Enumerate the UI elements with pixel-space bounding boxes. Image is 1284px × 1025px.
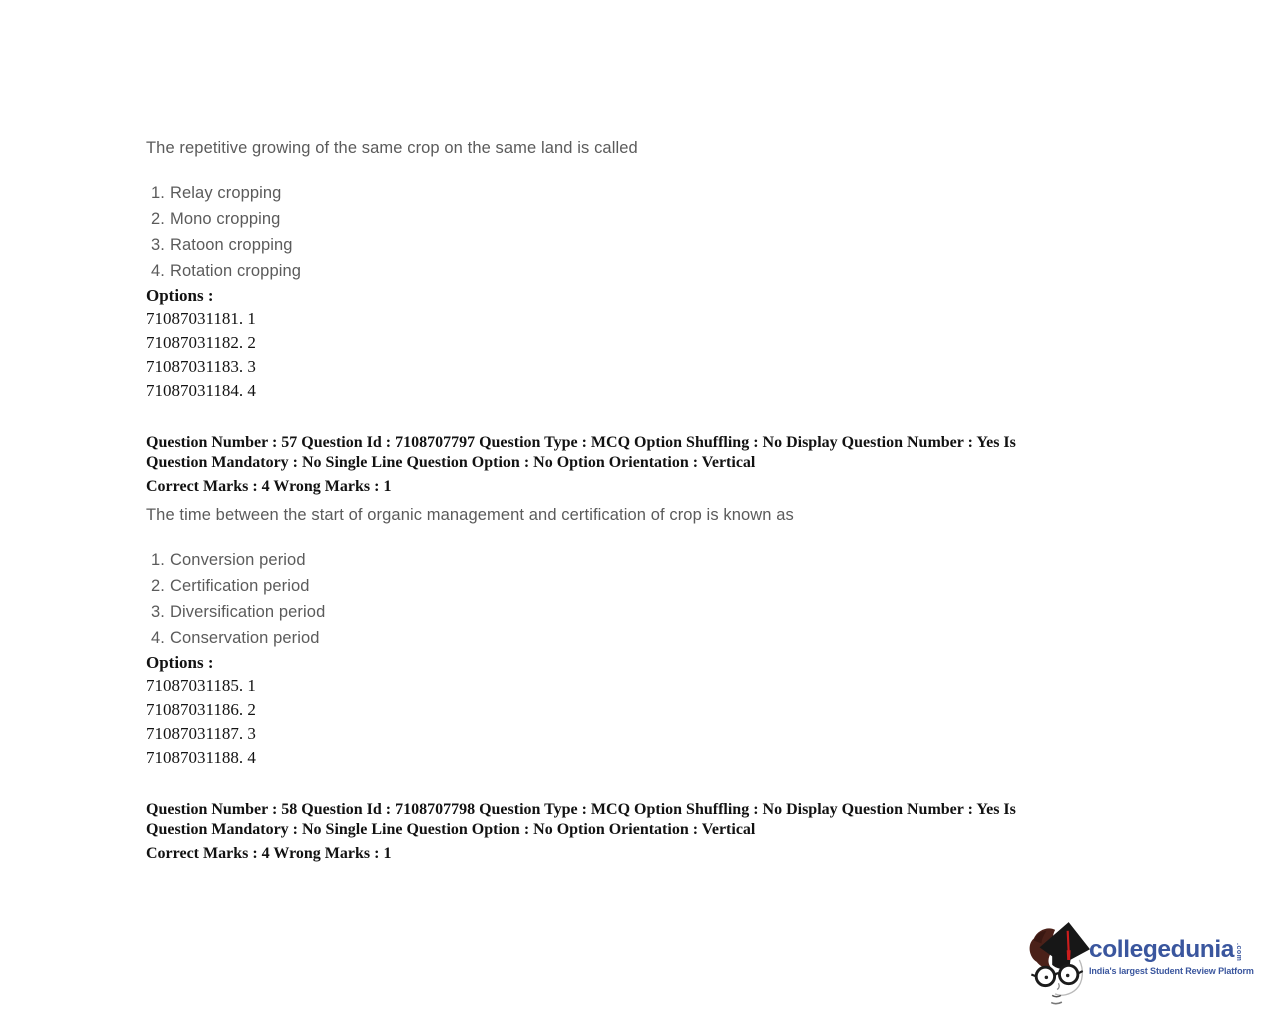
option-id-line: 71087031185. 1 xyxy=(146,676,256,695)
option-label: Relay cropping xyxy=(170,184,282,202)
question-text: The repetitive growing of the same crop on the same land is called xyxy=(146,139,638,157)
option-item xyxy=(151,258,1126,284)
options-label: Options : xyxy=(146,286,214,305)
marks-line: Correct Marks : 4 Wrong Marks : 1 xyxy=(146,845,392,862)
logo-brand-row xyxy=(1089,937,1254,963)
option-id-line: 71087031186. 2 xyxy=(146,700,256,719)
question-meta-line: Question Number : 57 Question Id : 7108707797 Question Type : MCQ Option Shuffling : No Display Question Number : Yes Is xyxy=(146,434,1016,451)
option-label: Certification period xyxy=(170,577,310,595)
option-item xyxy=(151,206,1126,232)
question-meta-line: Question Mandatory : No Single Line Question Option : No Option Orientation : Vertical xyxy=(146,821,756,838)
option-list xyxy=(146,547,1126,651)
question-meta-line: Question Number : 58 Question Id : 7108707798 Question Type : MCQ Option Shuffling : No Display Question Number : Yes Is xyxy=(146,801,1016,818)
option-id-line: 71087031181. 1 xyxy=(146,309,256,328)
option-item xyxy=(151,573,1126,599)
marks-line: Correct Marks : 4 Wrong Marks : 1 xyxy=(146,478,392,495)
option-id-list xyxy=(146,307,1126,403)
option-label: Diversification period xyxy=(170,603,326,621)
option-number: 4. xyxy=(151,629,165,647)
option-label: Conversion period xyxy=(170,551,306,569)
option-id-line: 71087031182. 2 xyxy=(146,333,256,352)
collegedunia-logo xyxy=(1026,910,1254,1006)
option-id-line: 71087031188. 4 xyxy=(146,748,256,767)
option-label: Conservation period xyxy=(170,629,320,647)
logo-text xyxy=(1089,910,1254,976)
logo-brand-tld: .com xyxy=(1234,943,1242,962)
option-label: Ratoon cropping xyxy=(170,236,293,254)
option-label: Rotation cropping xyxy=(170,262,302,280)
question-text: The time between the start of organic management and certification of crop is known as xyxy=(146,506,794,524)
question-meta-57 xyxy=(146,433,1126,497)
collegedunia-mascot-icon xyxy=(1026,910,1090,1006)
option-number: 2. xyxy=(151,210,165,228)
option-number: 1. xyxy=(151,184,165,202)
option-item xyxy=(151,232,1126,258)
option-label: Mono cropping xyxy=(170,210,281,228)
option-id-line: 71087031183. 3 xyxy=(146,357,256,376)
option-id-line: 71087031187. 3 xyxy=(146,724,256,743)
option-item xyxy=(151,625,1126,651)
option-list xyxy=(146,180,1126,284)
option-number: 1. xyxy=(151,551,165,569)
question-meta-line: Question Mandatory : No Single Line Question Option : No Option Orientation : Vertical xyxy=(146,454,756,471)
option-number: 3. xyxy=(151,236,165,254)
logo-brand-name: collegedunia xyxy=(1089,936,1234,963)
option-number: 2. xyxy=(151,577,165,595)
option-item xyxy=(151,547,1126,573)
question-meta-58 xyxy=(146,800,1126,864)
option-id-list xyxy=(146,674,1126,770)
option-item xyxy=(151,180,1126,206)
option-item xyxy=(151,599,1126,625)
option-number: 4. xyxy=(151,262,165,280)
option-number: 3. xyxy=(151,603,165,621)
document-page xyxy=(146,0,1126,864)
options-label: Options : xyxy=(146,653,214,672)
option-id-line: 71087031184. 4 xyxy=(146,381,256,400)
logo-tagline: India's largest Student Review Platform xyxy=(1089,966,1254,976)
